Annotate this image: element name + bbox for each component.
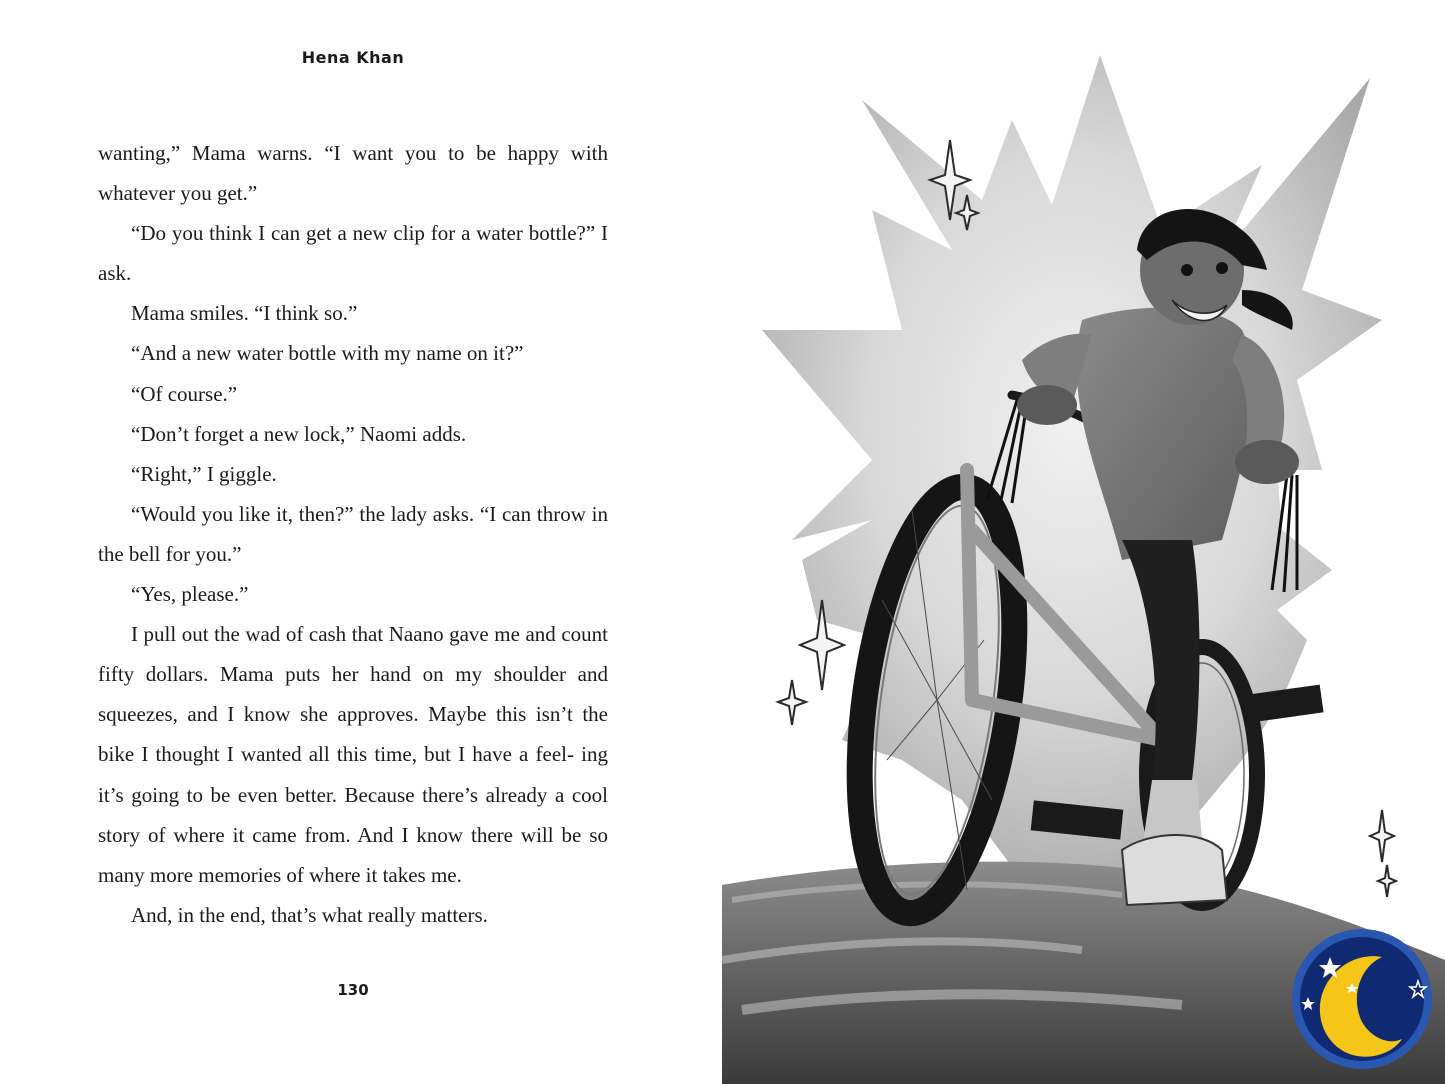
right-page [722,0,1445,1084]
girl-riding-bicycle-icon [722,0,1445,1084]
paragraph: “Yes, please.” [131,582,249,607]
paragraph: And, in the end, that’s what really matters. [131,902,488,927]
body-text [98,133,608,935]
paragraph: “And a new water bottle with my name on it?” [131,341,524,366]
moon-stars-icon [1290,927,1434,1071]
paragraph: “Would you like it, then?” the lady asks. “I can throw in the bell for you.” [98,501,608,566]
paragraph: I pull out the wad of cash that Naano gave me and count fifty dollars. Mama puts her hand on my shoulder and squeezes, and I know she approves. Maybe this isn’t the bike I thought I wanted all this time, but I have a feel- ing it’s going to be even better. Because there’s already a cool story of where it came from. And I know there will be so many more memories of where it takes me. [98,622,608,887]
paragraph: “Of course.” [131,381,238,406]
paragraph: “Do you think I can get a new clip for a water bottle?” I ask. [98,221,608,286]
page-number: 130 [337,981,369,999]
running-head: Hena Khan [301,48,405,67]
paragraph: Mama smiles. “I think so.” [131,301,358,326]
left-page [0,0,722,1084]
paragraph: wanting,” Mama warns. “I want you to be happy with whatever you get.” [98,141,608,206]
paragraph: “Don’t forget a new lock,” Naomi adds. [131,421,467,446]
paragraph: “Right,” I giggle. [131,461,277,486]
